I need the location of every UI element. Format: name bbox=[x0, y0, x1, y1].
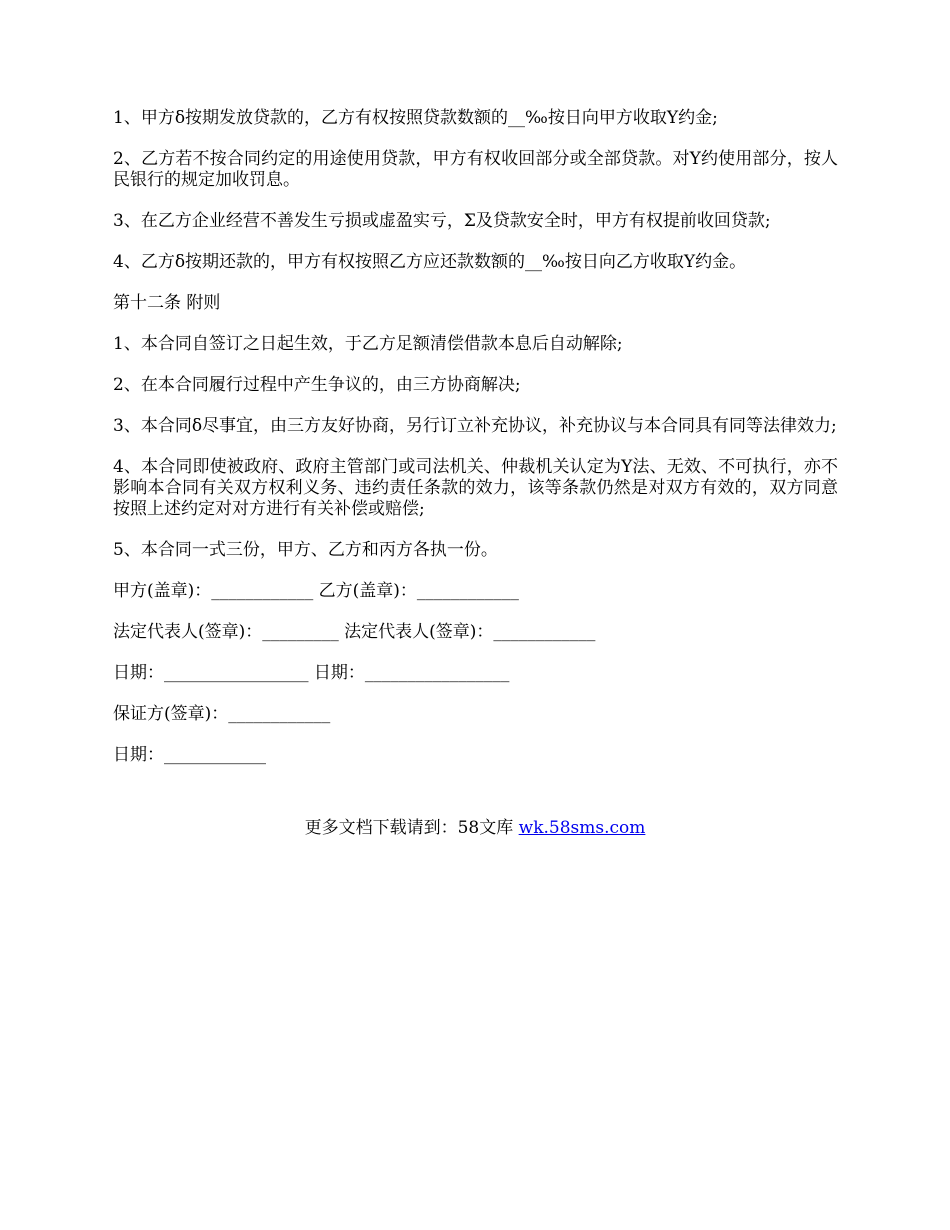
clause-2: 2、乙方若不按合同约定的用途使用贷款，甲方有权收回部分或全部贷款。对Y约使用部分，按人民银行的规定加收罚息。 bbox=[113, 149, 838, 190]
clause-1: 1、甲方δ按期发放贷款的，乙方有权按照贷款数额的__‰按日向甲方收取Y约金; bbox=[113, 108, 718, 128]
section-title: 第十二条 附则 bbox=[113, 293, 221, 313]
signature-line-parties: 甲方(盖章)：____________ 乙方(盖章)：____________ bbox=[113, 581, 519, 601]
signature-line-guarantor: 保证方(签章)：____________ bbox=[113, 704, 331, 724]
signature-line-guarantor-date: 日期：____________ bbox=[113, 745, 266, 765]
article-4: 4、本合同即使被政府、政府主管部门或司法机关、仲裁机关认定为Y法、无效、不可执行，亦不影响本合同有关双方权利义务、违约责任条款的效力，该等条款仍然是对双方有效的，双方同意按照上述约定对对方进行有关补偿或赔偿; bbox=[113, 457, 838, 519]
clause-4: 4、乙方δ按期还款的，甲方有权按照乙方应还款数额的__‰按日向乙方收取Y约金。 bbox=[113, 252, 747, 272]
footer-link[interactable]: wk.58sms.com bbox=[518, 818, 646, 838]
footer-text: 更多文档下载请到：58文库 bbox=[304, 818, 519, 838]
signature-line-dates: 日期：_________________ 日期：_________________ bbox=[113, 663, 510, 683]
article-2: 2、在本合同履行过程中产生争议的，由三方协商解决; bbox=[113, 375, 521, 395]
clause-3: 3、在乙方企业经营不善发生亏损或虚盈实亏，Σ及贷款安全时，甲方有权提前收回贷款; bbox=[113, 211, 771, 231]
article-3: 3、本合同δ尽事宜，由三方友好协商，另行订立补充协议，补充协议与本合同具有同等法律效力; bbox=[113, 416, 837, 436]
article-5: 5、本合同一式三份，甲方、乙方和丙方各执一份。 bbox=[113, 540, 498, 560]
article-1: 1、本合同自签订之日起生效，于乙方足额清偿借款本息后自动解除; bbox=[113, 334, 623, 354]
footer bbox=[0, 818, 950, 839]
signature-line-representatives: 法定代表人(签章)：_________ 法定代表人(签章)：____________ bbox=[113, 622, 596, 642]
document-body bbox=[113, 108, 838, 786]
